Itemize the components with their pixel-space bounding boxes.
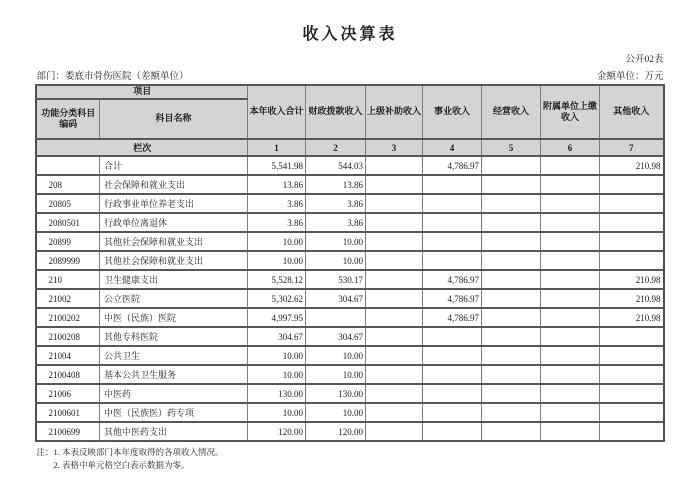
header-col-superior-subsidy: 上级补助收入 bbox=[366, 85, 423, 139]
value-cell-fiscal-appropriation: 10.00 bbox=[306, 232, 366, 251]
value-cell-business-income bbox=[423, 175, 482, 194]
value-cell-subsidiary-remitted bbox=[541, 346, 600, 365]
value-cell-subsidiary-remitted bbox=[541, 270, 600, 289]
value-cell-other-income bbox=[600, 384, 664, 403]
header-col-operating-income: 经营收入 bbox=[482, 85, 541, 139]
value-cell-subsidiary-remitted bbox=[541, 365, 600, 384]
value-cell-subsidiary-remitted bbox=[541, 213, 600, 232]
index-7: 7 bbox=[600, 139, 664, 156]
value-cell-total-income: 5,541.98 bbox=[248, 156, 306, 175]
table-row bbox=[36, 213, 663, 232]
header-col-business-income: 事业收入 bbox=[423, 85, 482, 139]
value-cell-business-income bbox=[423, 327, 482, 346]
value-cell-operating-income bbox=[482, 194, 541, 213]
value-cell-total-income: 4,997.95 bbox=[248, 308, 306, 327]
value-cell-operating-income bbox=[482, 232, 541, 251]
value-cell-superior-subsidy bbox=[366, 308, 423, 327]
value-cell-business-income bbox=[423, 232, 482, 251]
value-cell-total-income: 10.00 bbox=[248, 232, 306, 251]
sheet-code-label: 公开02表 bbox=[625, 55, 664, 65]
value-cell-superior-subsidy bbox=[366, 346, 423, 365]
value-cell-other-income bbox=[600, 194, 664, 213]
value-cell-operating-income bbox=[482, 327, 541, 346]
table-row bbox=[36, 232, 663, 251]
note-line-2: 2. 表格中单元格空白表示数据为零。 bbox=[53, 460, 190, 471]
value-cell-operating-income bbox=[482, 251, 541, 270]
table-row bbox=[36, 422, 663, 441]
value-cell-superior-subsidy bbox=[366, 213, 423, 232]
value-cell-business-income: 4,786.97 bbox=[423, 308, 482, 327]
header-col-other-income: 其他收入 bbox=[600, 85, 664, 139]
header-project-row bbox=[36, 85, 663, 99]
value-cell-superior-subsidy bbox=[366, 289, 423, 308]
index-4: 4 bbox=[423, 139, 482, 156]
value-cell-total-income: 304.67 bbox=[248, 327, 306, 346]
header-col-subsidiary-remitted: 附属单位上缴收入 bbox=[541, 85, 600, 139]
value-cell-superior-subsidy bbox=[366, 327, 423, 346]
subject-name-cell: 公立医院 bbox=[99, 289, 247, 308]
header-col-fiscal-appropriation: 财政拨款收入 bbox=[306, 85, 366, 139]
value-cell-subsidiary-remitted bbox=[541, 175, 600, 194]
value-cell-other-income bbox=[600, 403, 664, 422]
subject-code-cell: 20805 bbox=[36, 194, 99, 213]
value-cell-fiscal-appropriation: 130.00 bbox=[306, 384, 366, 403]
table-row bbox=[36, 156, 663, 175]
value-cell-business-income bbox=[423, 213, 482, 232]
value-cell-fiscal-appropriation: 10.00 bbox=[306, 403, 366, 422]
value-cell-superior-subsidy bbox=[366, 251, 423, 270]
subject-code-cell: 21002 bbox=[36, 289, 99, 308]
value-cell-total-income: 130.00 bbox=[248, 384, 306, 403]
value-cell-other-income: 210.98 bbox=[600, 289, 664, 308]
value-cell-fiscal-appropriation: 13.86 bbox=[306, 175, 366, 194]
value-cell-subsidiary-remitted bbox=[541, 403, 600, 422]
value-cell-total-income: 5,302.62 bbox=[248, 289, 306, 308]
value-cell-other-income bbox=[600, 327, 664, 346]
value-cell-superior-subsidy bbox=[366, 156, 423, 175]
value-cell-total-income: 3.86 bbox=[248, 213, 306, 232]
subject-name-cell: 卫生健康支出 bbox=[99, 270, 247, 289]
subject-code-cell: 2100601 bbox=[36, 403, 99, 422]
value-cell-superior-subsidy bbox=[366, 270, 423, 289]
value-cell-fiscal-appropriation: 3.86 bbox=[306, 213, 366, 232]
subject-code-cell: 2100699 bbox=[36, 422, 99, 441]
value-cell-total-income: 3.86 bbox=[248, 194, 306, 213]
value-cell-total-income: 10.00 bbox=[248, 403, 306, 422]
note-line-1: 注：1. 本表反映部门本年度取得的各项收入情况。 bbox=[36, 447, 224, 457]
value-cell-other-income bbox=[600, 422, 664, 441]
value-cell-operating-income bbox=[482, 213, 541, 232]
value-cell-other-income bbox=[600, 213, 664, 232]
value-cell-total-income: 5,528.12 bbox=[248, 270, 306, 289]
value-cell-business-income bbox=[423, 346, 482, 365]
subject-code-cell: 2080501 bbox=[36, 213, 99, 232]
value-cell-superior-subsidy bbox=[366, 194, 423, 213]
value-cell-operating-income bbox=[482, 270, 541, 289]
value-cell-fiscal-appropriation: 304.67 bbox=[306, 327, 366, 346]
value-cell-total-income: 10.00 bbox=[248, 251, 306, 270]
table-row bbox=[36, 194, 663, 213]
table-row bbox=[36, 384, 663, 403]
value-cell-subsidiary-remitted bbox=[541, 289, 600, 308]
value-cell-fiscal-appropriation: 120.00 bbox=[306, 422, 366, 441]
value-cell-subsidiary-remitted bbox=[541, 251, 600, 270]
subject-name-cell: 合计 bbox=[99, 156, 247, 175]
meta-row bbox=[37, 68, 664, 82]
value-cell-fiscal-appropriation: 10.00 bbox=[306, 365, 366, 384]
table-row bbox=[36, 327, 663, 346]
value-cell-other-income bbox=[600, 175, 664, 194]
value-cell-other-income bbox=[600, 251, 664, 270]
value-cell-business-income bbox=[423, 403, 482, 422]
header-col-total-income: 本年收入合计 bbox=[248, 85, 306, 139]
subject-name-cell: 其他专科医院 bbox=[99, 327, 247, 346]
index-2: 2 bbox=[306, 139, 366, 156]
index-5: 5 bbox=[482, 139, 541, 156]
value-cell-subsidiary-remitted bbox=[541, 194, 600, 213]
value-cell-business-income: 4,786.97 bbox=[423, 270, 482, 289]
value-cell-other-income bbox=[600, 232, 664, 251]
value-cell-superior-subsidy bbox=[366, 232, 423, 251]
subject-name-cell: 中医（民族）医院 bbox=[99, 308, 247, 327]
value-cell-business-income bbox=[423, 384, 482, 403]
index-6: 6 bbox=[541, 139, 600, 156]
value-cell-other-income bbox=[600, 365, 664, 384]
value-cell-fiscal-appropriation: 3.86 bbox=[306, 194, 366, 213]
value-cell-operating-income bbox=[482, 308, 541, 327]
subject-code-cell: 208 bbox=[36, 175, 99, 194]
value-cell-fiscal-appropriation: 530.17 bbox=[306, 270, 366, 289]
subject-name-cell: 社会保障和就业支出 bbox=[99, 175, 247, 194]
value-cell-subsidiary-remitted bbox=[541, 422, 600, 441]
header-project: 项目 bbox=[36, 85, 247, 99]
subject-code-cell: 21006 bbox=[36, 384, 99, 403]
table-row bbox=[36, 365, 663, 384]
value-cell-operating-income bbox=[482, 289, 541, 308]
value-cell-fiscal-appropriation: 10.00 bbox=[306, 346, 366, 365]
department-label: 部门：娄底市骨伤医院（差额单位） bbox=[36, 72, 189, 82]
value-cell-subsidiary-remitted bbox=[541, 384, 600, 403]
subject-code-cell: 2100202 bbox=[36, 308, 99, 327]
value-cell-operating-income bbox=[482, 365, 541, 384]
subject-code-cell: 20899 bbox=[36, 232, 99, 251]
value-cell-total-income: 120.00 bbox=[248, 422, 306, 441]
value-cell-fiscal-appropriation: 10.00 bbox=[306, 251, 366, 270]
table-row bbox=[36, 175, 663, 194]
value-cell-operating-income bbox=[482, 156, 541, 175]
value-cell-operating-income bbox=[482, 346, 541, 365]
value-cell-operating-income bbox=[482, 175, 541, 194]
subject-name-cell: 中医（民族医）药专项 bbox=[99, 403, 247, 422]
value-cell-operating-income bbox=[482, 403, 541, 422]
subject-code-cell: 2100208 bbox=[36, 327, 99, 346]
subject-code-cell bbox=[36, 156, 99, 175]
value-cell-superior-subsidy bbox=[366, 422, 423, 441]
subject-name-cell: 基本公共卫生服务 bbox=[99, 365, 247, 384]
value-cell-total-income: 13.86 bbox=[248, 175, 306, 194]
value-cell-superior-subsidy bbox=[366, 403, 423, 422]
subject-code-cell: 21004 bbox=[36, 346, 99, 365]
table-row bbox=[36, 251, 663, 270]
value-cell-subsidiary-remitted bbox=[541, 156, 600, 175]
value-cell-subsidiary-remitted bbox=[541, 232, 600, 251]
value-cell-business-income: 4,786.97 bbox=[423, 289, 482, 308]
header-index-row bbox=[36, 139, 663, 156]
value-cell-other-income: 210.98 bbox=[600, 308, 664, 327]
value-cell-superior-subsidy bbox=[366, 384, 423, 403]
page-title: 收入决算表 bbox=[302, 26, 398, 43]
subject-name-cell: 其他中医药支出 bbox=[99, 422, 247, 441]
table-row bbox=[36, 308, 663, 327]
value-cell-other-income: 210.98 bbox=[600, 270, 664, 289]
value-cell-fiscal-appropriation bbox=[306, 308, 366, 327]
subject-code-cell: 2089999 bbox=[36, 251, 99, 270]
subject-name-cell: 公共卫生 bbox=[99, 346, 247, 365]
value-cell-operating-income bbox=[482, 422, 541, 441]
subject-name-cell: 行政单位离退休 bbox=[99, 213, 247, 232]
value-cell-subsidiary-remitted bbox=[541, 327, 600, 346]
index-label: 栏次 bbox=[36, 139, 247, 156]
value-cell-superior-subsidy bbox=[366, 175, 423, 194]
subject-name-cell: 其他社会保障和就业支出 bbox=[99, 251, 247, 270]
value-cell-business-income bbox=[423, 422, 482, 441]
subject-code-cell: 210 bbox=[36, 270, 99, 289]
table-notes bbox=[37, 446, 664, 472]
value-cell-fiscal-appropriation: 544.03 bbox=[306, 156, 366, 175]
subject-name-cell: 中医药 bbox=[99, 384, 247, 403]
index-3: 3 bbox=[366, 139, 423, 156]
value-cell-operating-income bbox=[482, 384, 541, 403]
index-1: 1 bbox=[248, 139, 306, 156]
header-subject-name: 科目名称 bbox=[99, 99, 247, 139]
table-row bbox=[36, 346, 663, 365]
value-cell-business-income: 4,786.97 bbox=[423, 156, 482, 175]
value-cell-subsidiary-remitted bbox=[541, 308, 600, 327]
table-row bbox=[36, 403, 663, 422]
subject-code-cell: 2100408 bbox=[36, 365, 99, 384]
value-cell-other-income bbox=[600, 346, 664, 365]
table-row bbox=[36, 270, 663, 289]
value-cell-total-income: 10.00 bbox=[248, 365, 306, 384]
subject-name-cell: 行政事业单位养老支出 bbox=[99, 194, 247, 213]
subject-name-cell: 其他社会保障和就业支出 bbox=[99, 232, 247, 251]
table-body bbox=[36, 156, 663, 441]
value-cell-other-income: 210.98 bbox=[600, 156, 664, 175]
header-code: 功能分类科目编码 bbox=[36, 99, 99, 139]
unit-label: 金额单位：万元 bbox=[596, 72, 664, 82]
value-cell-business-income bbox=[423, 365, 482, 384]
table-row bbox=[36, 289, 663, 308]
value-cell-superior-subsidy bbox=[366, 365, 423, 384]
value-cell-business-income bbox=[423, 251, 482, 270]
value-cell-fiscal-appropriation: 304.67 bbox=[306, 289, 366, 308]
value-cell-total-income: 10.00 bbox=[248, 346, 306, 365]
income-accounts-table bbox=[35, 84, 664, 442]
value-cell-business-income bbox=[423, 194, 482, 213]
table-header bbox=[36, 85, 663, 156]
